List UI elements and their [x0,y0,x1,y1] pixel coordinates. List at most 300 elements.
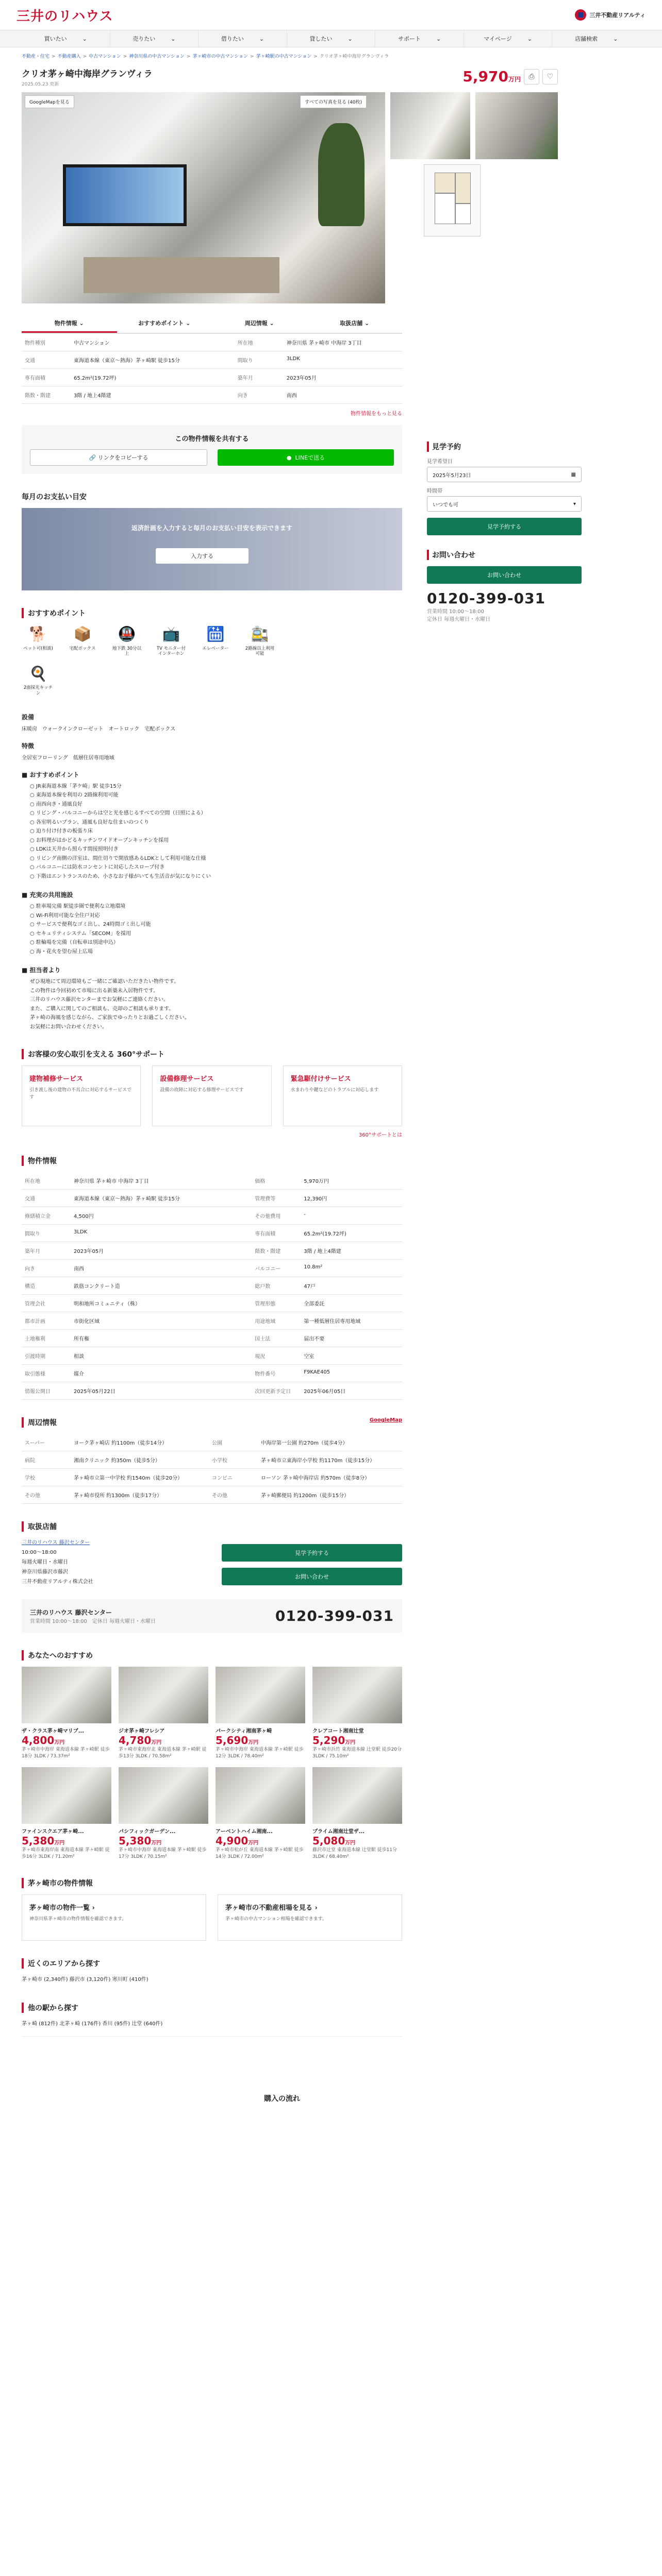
row-key: 修繕積立金 [22,1207,71,1225]
nav-item[interactable] [464,30,553,47]
row-key: 構造 [22,1277,71,1295]
near-title: 近くのエリアから探す [22,1958,402,1969]
table-row [22,1434,402,1451]
rec-name: ファインスクエア茅ヶ崎... [22,1829,84,1835]
detail-table [22,1172,402,1400]
nav-item-label: 貸したい [309,36,333,42]
feature-icon-item [22,664,55,696]
breadcrumb-separator: > [250,54,254,59]
row-value: 神奈川県 茅ヶ崎市 中海岸 3丁目 [71,1172,252,1190]
area-link-desc: 茅ヶ崎市の中古マンション相場を確認できます。 [225,1917,327,1922]
property-tabs [22,315,402,334]
rec-desc: 茅ヶ崎市松が丘 東海道本線 茅ヶ崎駅 徒歩14分 3LDK / 72.00m² [216,1848,304,1860]
row-key: 取引態様 [22,1365,71,1382]
row-key: 管理形態 [252,1295,301,1312]
rec-photo[interactable] [22,1767,111,1824]
surround-title: 周辺情報 GoogleMap [22,1417,402,1428]
feature-icon: 🛗 [206,625,225,643]
rec-desc: 茅ヶ崎市浜竹 東海道本線 辻堂駅 徒歩20分 3LDK / 75.10m² [312,1747,402,1759]
corp-logo[interactable] [575,9,646,21]
point-item: ○ LDKは天井から照らす間接照明付き [30,845,402,854]
rec-photo[interactable] [216,1667,305,1723]
row-value: 茅ヶ崎市役所 約1300m（徒歩17分） [71,1486,209,1504]
row-value: - [301,1207,402,1225]
sidebar [427,64,582,2119]
shop-hours: 10:00〜18:00 [22,1550,57,1556]
table-row [22,351,402,369]
equip-title: 設備 [22,713,35,721]
rec-card[interactable] [312,1767,402,1860]
row-key: 病院 [22,1451,71,1469]
row-key: 管理費等 [252,1190,301,1207]
feature-icon: 📺 [162,625,180,643]
service-title: お客様の安心取引を支える 360°サポート [22,1049,402,1059]
purchase-flow [22,2036,402,2119]
rec-name: プライム湘南辻堂ザ... [312,1829,365,1835]
row-value: 南西 [71,1260,252,1277]
shop-inquiry-button[interactable]: お問い合わせ [222,1568,402,1585]
payment-message: 返済計画を入力すると毎月のお支払い目安を表示できます [131,524,292,532]
rec-photo[interactable] [216,1767,305,1824]
staff-line: この物件は今回初めて市場に出る新築未入居物件です。 [30,988,159,994]
row-value: ヨーク茅ヶ崎店 約1100m（徒歩14分） [71,1434,209,1451]
chevron-down-icon: ⌄ [347,35,353,42]
contact-center: 三井のリハウス 藤沢センター [30,1608,112,1616]
feature-icon-item [155,624,188,656]
row-value: 12,390円 [301,1190,402,1207]
table-row [22,386,402,404]
surround-table [22,1434,402,1504]
area-link-title: 茅ヶ崎市の不動産相場を見る › [225,1904,318,1912]
rec-photo[interactable] [119,1667,208,1723]
main-nav [0,30,662,47]
row-value: 茅ヶ崎市立第一中学校 約1540m（徒歩20分） [71,1469,209,1486]
rec-card[interactable] [119,1767,208,1860]
row-key: 築年月 [22,1242,71,1260]
area-link-desc: 神奈川県茅ヶ崎市の物件情報を確認できます。 [29,1917,127,1922]
photo-gallery [22,92,402,303]
contact-box [22,1599,402,1633]
points-list [22,782,402,882]
service-card-title: 緊急駆付けサービス [290,1075,351,1083]
nav-item-label: サポート [398,36,421,42]
row-value: 空室 [301,1347,402,1365]
point-item: ○ お料理がはかどるキッチンワイドオープンキッチンを採用 [30,836,402,845]
point-item: ○ 迫り付け付きの板張り床 [30,827,402,836]
updated-date: 2025.05.23 更新 [22,82,59,87]
contact-hours: 営業時間 10:00〜18:00 [30,1618,87,1624]
chevron-down-icon: ⌄ [613,35,618,42]
table-row [22,1172,402,1190]
rec-card[interactable] [216,1667,305,1760]
flow-title: 購入の流れ [264,2095,300,2104]
feature-icon-label: エレベーター [202,646,229,651]
rec-card[interactable] [119,1667,208,1760]
row-key: 土地権利 [22,1330,71,1347]
side-phone[interactable]: 0120-399-031 [427,590,546,607]
row-value: 湘南クリニック 約350m（徒歩5分） [71,1451,209,1469]
point-item: ○ リビング南側の洋室は、間仕切りで開放感あるLDKとして利用可能な仕様 [30,854,402,863]
nav-item-label: 売りたい [133,36,156,42]
nav-item[interactable] [375,30,464,47]
feature-icon: 🚇 [118,625,136,643]
service-card-desc: 設備の故障に対応する修理サービスです [160,1088,244,1093]
row-value: 神奈川県 茅ヶ崎市 中海岸 3丁目 [284,334,402,351]
page-title: クリオ茅ヶ崎中海岸グランヴィラ [22,69,153,79]
logo[interactable]: 三井のリハウス [16,8,113,24]
rec-card[interactable] [216,1767,305,1860]
feature-icon-label: TV モニター付インターホン [156,646,186,657]
feature-icon: 🐕 [29,625,47,643]
row-key: その他費用 [252,1207,301,1225]
breadcrumb-separator: > [186,54,191,59]
env-item: ○ Wi-Fi利用可能な全住戸対応 [30,911,402,921]
photo-thumb[interactable] [475,92,558,159]
nav-item-label: マイページ [484,36,512,42]
feature-icon-label: 宅配ボックス [69,646,96,651]
rec-price: 5,380万円 [22,1835,65,1848]
point-item: ○ バルコニーには防水コンセントに対応したスロープ付き [30,863,402,872]
rec-card[interactable] [22,1767,111,1860]
surround-gmap-link[interactable]: GoogleMap [369,1417,402,1423]
env-item: ○ 駐輪場を完備（自転車は別途申込） [30,938,402,947]
breadcrumb-item[interactable]: 神奈川県の中古マンション [129,54,185,59]
more-info-link[interactable]: 物件情報をもっと見る [351,411,402,417]
feature-icon-label: ペット可(相談) [23,646,53,651]
row-key: 小学校 [209,1451,258,1469]
breadcrumb [22,47,640,64]
side-reserve-button[interactable]: 見学予約する [427,518,582,535]
table-row [22,1190,402,1207]
print-icon[interactable]: ⎙ [524,69,539,84]
row-key: 公園 [209,1434,258,1451]
service-card-title: 建物補修サービス [29,1075,84,1083]
env-item: ○ 海・花火を望む屋上広場 [30,947,402,957]
side-inquiry-button[interactable]: お問い合わせ [427,566,582,584]
row-key: 次回更新予定日 [252,1382,301,1400]
other-station-title: 他の駅から探す [22,2003,402,2013]
point-item: ○ 下階はエントランスのため、小さなお子様がいても生活音が気になりにくい [30,872,402,882]
rec-price: 5,290万円 [312,1734,356,1747]
row-value: 5,970万円 [301,1172,402,1190]
breadcrumb-item[interactable]: 不動産・住宅 [22,54,50,59]
row-value: 65.2m²(19.72坪) [301,1225,402,1242]
point-item: ○ 南西向き・通風良好 [30,800,402,809]
rec-desc: 茅ヶ崎市中海岸 東海道本線 茅ヶ崎駅 徒歩18分 3LDK / 73.37m² [22,1747,110,1759]
row-value: 媒介 [71,1365,252,1382]
service-more-link[interactable]: 360°サポートとは [358,1132,402,1139]
payment-box [22,508,402,590]
rec-photo[interactable] [312,1667,402,1723]
share-box [22,425,402,474]
rec-desc: 藤沢市辻堂 東海道本線 辻堂駅 徒歩11分 3LDK / 68.40m² [312,1848,398,1860]
rec-photo[interactable] [312,1767,402,1824]
point-item: ○ JR東海道本線「茅ケ崎」駅 徒歩15分 [30,782,402,791]
rec-price: 5,380万円 [119,1835,162,1848]
row-value: 鉄筋コンクリート造 [71,1277,252,1295]
rec-card[interactable] [312,1667,402,1760]
row-key: 所在地 [235,334,284,351]
feature-icon-label: 2路線以上利用可能 [245,646,275,657]
copy-link-button[interactable]: 🔗 リンクをコピーする [30,449,207,466]
row-value: 3階 / 地上4階建 [301,1242,402,1260]
service-cards [22,1065,402,1126]
corp-mark-icon [575,9,586,21]
row-key: 専有面積 [22,369,71,386]
tab-item[interactable]: 物件情報 ⌄ [22,315,117,333]
rec-price: 5,690万円 [216,1734,259,1747]
equip-tag: ウォークインクローゼット [42,726,104,732]
recommend-title: おすすめポイント [22,608,402,618]
row-key: 国土法 [252,1330,301,1347]
breadcrumb-separator: > [313,54,318,59]
chevron-down-icon: ⌄ [527,35,533,42]
rec-desc: 茅ヶ崎市中海岸 東海道本線 茅ヶ崎駅 徒歩17分 3LDK / 70.15m² [119,1848,207,1860]
area-link-title: 茅ヶ崎市の物件一覧 › [29,1904,95,1912]
equip-tag: オートロック [108,726,140,732]
line-share-button[interactable]: ● LINEで送る [218,449,394,466]
chevron-down-icon: ▾ [573,501,576,507]
row-key: 管理会社 [22,1295,71,1312]
near-areas[interactable]: 茅ヶ崎市 (2,340件) 藤沢市 (3,120件) 寒川町 (410件) [22,1977,148,1983]
contact-closed: 定休日 毎週火曜日・水曜日 [92,1618,156,1624]
row-value: 3LDK [71,1225,252,1242]
nav-item[interactable] [22,30,110,47]
env-item: ○ セキュリティシステム「SECOM」を採用 [30,929,402,939]
row-key: 用途地域 [252,1312,301,1330]
feature-icon-item [110,624,143,656]
row-key: その他 [22,1486,71,1504]
row-value: 47戸 [301,1277,402,1295]
rec-card[interactable] [22,1667,111,1760]
row-value: 茅ヶ崎市立東海岸小学校 約1170m（徒歩15分） [258,1451,402,1469]
breadcrumb-separator: > [52,54,56,59]
nav-item[interactable] [287,30,376,47]
side-tel-hours: 営業時間 10:00〜18:00 [427,609,484,615]
feature-icon: 🍳 [29,665,47,682]
row-value: 3階 / 地上4階建 [71,386,235,404]
shop-company: 三井不動産リアルティ株式会社 [22,1579,93,1585]
row-value: 市街化区域 [71,1312,252,1330]
area-link-card[interactable] [22,1894,206,1941]
env-item: ○ 駐車場完備 駅徒歩圏で便利な立地環境 [30,902,402,911]
row-key: 向き [22,1260,71,1277]
feature-icon-label: 地下鉄 30分以上 [112,646,142,657]
rec-desc: 茅ヶ崎市中海岸 東海道本線 茅ヶ崎駅 徒歩12分 3LDK / 78.40m² [216,1747,304,1759]
service-card-desc: 引き渡し後の建物の不具合に対応するサービスです [29,1088,132,1100]
shop-address: 神奈川県藤沢市藤沢 [22,1569,68,1575]
tab-item[interactable]: 周辺情報 ⌄ [244,320,274,327]
row-value: 2023年05月 [284,369,402,386]
feature-list [22,753,402,761]
nav-item[interactable] [110,30,199,47]
row-value: 中海岸第一公園 約270m（徒歩4分） [258,1434,402,1451]
env-list [22,902,402,956]
area-link-card[interactable] [218,1894,402,1941]
favorite-icon[interactable]: ♡ [542,69,558,84]
chevron-down-icon: ⌄ [436,35,441,42]
chevron-down-icon: ⌄ [259,35,264,42]
table-row [22,1469,402,1486]
rec-photo[interactable] [22,1667,111,1723]
table-row [22,1295,402,1312]
rec-desc: 茅ヶ崎市東海岸北 東海道本線 茅ヶ崎駅 徒歩13分 3LDK / 70.58m² [119,1747,207,1759]
env-item: ○ サービスで便利なゴミ出し、24時間ゴミ出し可能 [30,920,402,929]
chevron-down-icon: ⌄ [171,35,176,42]
service-card[interactable] [22,1065,141,1126]
equip-tag: 宅配ボックス [144,726,176,732]
row-value: 全部委託 [301,1295,402,1312]
breadcrumb-item[interactable]: 茅ヶ崎市の中古マンション [192,54,249,59]
photo-thumb[interactable] [390,92,470,159]
feature-icon: 📦 [73,625,92,643]
corp-name: 三井不動産リアルティ [589,12,646,19]
nav-item-label: 買いたい [44,36,67,42]
row-key: 物件番号 [252,1365,301,1382]
all-photos-button[interactable]: すべての写真を見る (40枚) [300,95,367,108]
breadcrumb-item[interactable]: 中古マンション [89,54,121,59]
other-stations[interactable]: 茅ヶ崎 (812件) 北茅ヶ崎 (176件) 香川 (95件) 辻堂 (640件) [22,2021,163,2027]
service-card[interactable] [283,1065,402,1126]
breadcrumb-separator: > [82,54,87,59]
feature-icons [22,624,310,703]
row-key: 間取り [22,1225,71,1242]
nav-item[interactable] [552,30,640,47]
service-card[interactable] [152,1065,271,1126]
row-value: ローソン 茅ヶ崎中海岸店 約570m（徒歩8分） [258,1469,402,1486]
row-value: 東海道本線（東京〜熱海）茅ヶ崎駅 徒歩15分 [71,1190,252,1207]
service-card-title: 設備修理サービス [160,1075,214,1083]
floorplan-thumb[interactable] [424,164,481,236]
date-select[interactable]: 2025年5月23日 ▦ [427,467,582,482]
feature-icon-item [66,624,99,651]
row-value: 届出不要 [301,1330,402,1347]
row-value: 2025年05月22日 [71,1382,252,1400]
breadcrumb-item[interactable]: 不動産購入 [57,54,81,59]
row-value: 第一種低層住居専用地域 [301,1312,402,1330]
staff-line: また、ご購入に関してのご相談も、売却のご相談も承ります。 [30,1006,174,1012]
rec-price: 5,080万円 [312,1835,356,1848]
rec-name: アーベントハイム湘南... [216,1829,273,1835]
staff-line: ぜひ現地にて周辺環境もご一緒にご確認いただきたい物件です。 [30,979,179,985]
row-key: 物件種別 [22,334,71,351]
tab-item[interactable]: おすすめポイント ⌄ [138,320,191,327]
date-label: 見学希望日 [427,459,453,465]
staff-title: ■ 担当者より [22,967,61,974]
row-key: 交通 [22,351,71,369]
google-map-button[interactable]: GoogleMapを見る [25,95,74,108]
row-key: 階数・階建 [22,386,71,404]
row-key: バルコニー [252,1260,301,1277]
row-key: 情報公開日 [22,1382,71,1400]
equip-tag: 床暖房 [22,726,37,732]
breadcrumb-separator: > [123,54,127,59]
summary-table [22,334,402,404]
env-title: ■ 充実の共用施設 [22,891,73,899]
contact-phone[interactable]: 0120-399-031 [275,1607,394,1625]
feature-tag: 全居室フローリング [22,755,68,761]
table-row [22,1347,402,1365]
row-key: 向き [235,386,284,404]
row-value: 茅ヶ崎郵便局 約1200m（徒歩15分） [258,1486,402,1504]
table-row [22,1277,402,1295]
rec-desc: 茅ヶ崎市東海岸南 東海道本線 茅ヶ崎駅 徒歩16分 3LDK / 71.20m² [22,1848,110,1860]
side-tel-closed: 定休日 毎週火曜日・水曜日 [427,617,491,622]
row-key: 現況 [252,1347,301,1365]
main-photo[interactable] [22,92,385,303]
rec-photo[interactable] [119,1767,208,1824]
calendar-icon: ▦ [571,471,576,478]
row-value: 相談 [71,1347,252,1365]
row-key: その他 [209,1486,258,1504]
feature-icon: 🚉 [251,625,269,643]
row-key: 所在地 [22,1172,71,1190]
rec-name: ザ・クラス茅ヶ崎マリブ... [22,1728,85,1735]
table-row [22,1260,402,1277]
row-key: 専有面積 [252,1225,301,1242]
title-row [22,66,554,87]
shop-reserve-button[interactable]: 見学予約する [222,1544,402,1562]
feature-icon-item [199,624,232,651]
table-row [22,1451,402,1469]
row-value: 2025年06月05日 [301,1382,402,1400]
staff-line: お気軽にお問い合わせください。 [30,1024,107,1030]
breadcrumb-item[interactable]: 茅ヶ崎駅の中古マンション [256,54,312,59]
shop-closed: 毎週火曜日・水曜日 [22,1560,68,1566]
row-key: 総戸数 [252,1277,301,1295]
rec-price: 4,780万円 [119,1734,162,1747]
shop-name[interactable]: 三井のリハウス 藤沢センター [22,1540,90,1546]
staff-comment [22,977,402,1031]
row-value: 10.8m² [301,1260,402,1277]
nav-item-label: 店舗検索 [575,36,598,42]
payment-input-button[interactable]: 入力する [156,548,249,564]
tab-item[interactable]: 取扱店舗 ⌄ [340,320,370,327]
table-row [22,1365,402,1382]
row-key: 交通 [22,1190,71,1207]
time-select[interactable]: いつでも可 ▾ [427,496,582,512]
feature-icon-label: 2面採光キッチン [23,685,53,696]
points-title: ■ おすすめポイント [22,771,79,778]
row-value: 3LDK [284,351,402,369]
rec-name: パークシティ湘南茅ヶ崎 [216,1728,272,1735]
row-value: 2023年05月 [71,1242,252,1260]
feature-tag: 低層住居専用地域 [73,755,114,761]
row-value: 4,500円 [71,1207,252,1225]
feature-icon-item [22,624,55,651]
table-row [22,1225,402,1242]
point-item: ○ 各室明るいプラン、通風も良好な住まいのつくり [30,818,402,827]
breadcrumb-item: クリオ茅ヶ崎中海岸グランヴィラ [319,54,389,59]
point-item: ○ リビング・バルコニーからは空と光を感じるすべての空間（日照による） [30,809,402,818]
table-row [22,1382,402,1400]
row-value: 南西 [284,386,402,404]
table-row [22,1242,402,1260]
table-row [22,1207,402,1225]
table-row [22,1486,402,1504]
recs-grid [22,1667,402,1860]
side-inquiry-title: お問い合わせ [427,550,582,560]
nav-item[interactable] [198,30,287,47]
row-value: 中古マンション [71,334,235,351]
row-value: 65.2m²(19.72坪) [71,369,235,386]
row-key: スーパー [22,1434,71,1451]
row-key: 引渡時期 [22,1347,71,1365]
row-value: 明和地所コミュニティ（株） [71,1295,252,1312]
nav-item-label: 借りたい [221,36,244,42]
shop-box [22,1538,402,1587]
feature-icon-item [243,624,276,656]
